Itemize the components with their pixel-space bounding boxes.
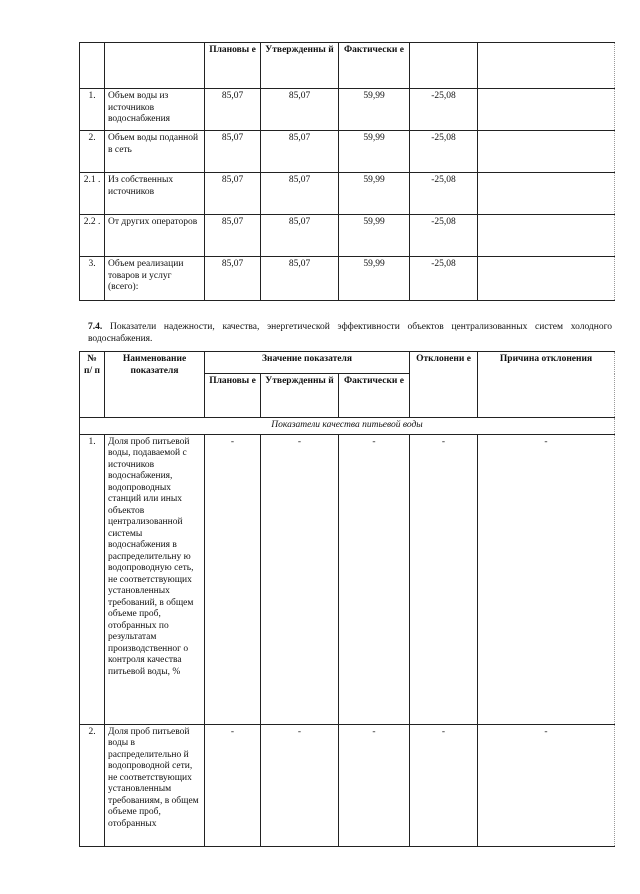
row-reason [478, 131, 615, 173]
header-plan: Плановы е [205, 374, 261, 418]
row-dev: -25,08 [410, 173, 478, 215]
row-name: От других операторов [105, 215, 205, 257]
row-reason [478, 215, 615, 257]
header-num: № п/ п [80, 352, 105, 418]
row-approved: 85,07 [261, 173, 339, 215]
row-name: Объем реализации товаров и услуг (всего): [105, 257, 205, 301]
quality-indicators-table [79, 351, 615, 847]
row-num: 3. [80, 257, 105, 301]
row-num: 2. [80, 131, 105, 173]
row-actual: 59,99 [339, 215, 410, 257]
table-header-row [80, 43, 615, 89]
row-name: Из собственных источников [105, 173, 205, 215]
row-plan: 85,07 [205, 173, 261, 215]
header-name: Наименование показателя [105, 352, 205, 418]
row-approved: 85,07 [261, 131, 339, 173]
row-dev: -25,08 [410, 89, 478, 131]
table-row [80, 215, 615, 257]
row-approved: 85,07 [261, 215, 339, 257]
row-actual: - [339, 724, 410, 846]
table-row [80, 173, 615, 215]
row-num: 2. [80, 724, 105, 846]
row-plan: 85,07 [205, 89, 261, 131]
header-reason: Причина отклонения [478, 352, 615, 418]
section-number: 7.4. [88, 322, 103, 332]
header-approved: Утвержденны й [261, 374, 339, 418]
row-dev: -25,08 [410, 131, 478, 173]
row-approved: 85,07 [261, 257, 339, 301]
header-actual: Фактически е [339, 374, 410, 418]
row-reason [478, 89, 615, 131]
row-plan: - [205, 434, 261, 724]
row-name: Объем воды из источников водоснабжения [105, 89, 205, 131]
row-actual: 59,99 [339, 173, 410, 215]
row-num: 2.2 . [80, 215, 105, 257]
row-num: 2.1 . [80, 173, 105, 215]
row-dev: - [410, 434, 478, 724]
header-empty-reason [478, 43, 615, 89]
row-reason: - [478, 434, 615, 724]
table-row [80, 131, 615, 173]
table-row [80, 434, 615, 724]
header-empty-name [105, 43, 205, 89]
row-actual: - [339, 434, 410, 724]
group-title: Показатели качества питьевой воды [80, 418, 615, 435]
row-actual: 59,99 [339, 257, 410, 301]
row-plan: 85,07 [205, 131, 261, 173]
row-approved: 85,07 [261, 89, 339, 131]
header-plan: Плановы е [205, 43, 261, 89]
row-plan: 85,07 [205, 215, 261, 257]
header-approved: Утвержденны й [261, 43, 339, 89]
row-name: Доля проб питьевой воды, подаваемой с источников водоснабжения, водопроводных станций или иных объектов централизованной системы водоснабжения в распределительну ю водопроводную сеть, не соответствующих установленных требований, в общем объеме проб, отобранных по результатам производственног о контроля качества питьевой воды, % [105, 434, 205, 724]
row-approved: - [261, 434, 339, 724]
volume-table [79, 42, 615, 301]
header-value: Значение показателя [205, 352, 410, 374]
group-row [80, 418, 615, 435]
row-approved: - [261, 724, 339, 846]
row-num: 1. [80, 89, 105, 131]
row-reason: - [478, 724, 615, 846]
row-name: Доля проб питьевой воды в распределительно й водопроводной сети, не соответствующих установленным требованиям, в общем объеме проб, отобранных [105, 724, 205, 846]
table-header-row [80, 352, 615, 374]
header-actual: Фактически е [339, 43, 410, 89]
header-deviation: Отклонени е [410, 352, 478, 418]
row-dev: -25,08 [410, 215, 478, 257]
row-actual: 59,99 [339, 131, 410, 173]
row-reason [478, 173, 615, 215]
row-dev: -25,08 [410, 257, 478, 301]
table-row [80, 257, 615, 301]
row-reason [478, 257, 615, 301]
header-empty-dev [410, 43, 478, 89]
row-num: 1. [80, 434, 105, 724]
row-plan: 85,07 [205, 257, 261, 301]
header-empty-num [80, 43, 105, 89]
section-paragraph [88, 321, 612, 345]
row-dev: - [410, 724, 478, 846]
section-text: Показатели надежности, качества, энергетической эффективности объектов централизованных систем холодного водоснабжения. [88, 322, 612, 344]
row-name: Объем воды поданной в сеть [105, 131, 205, 173]
table-row [80, 724, 615, 846]
row-actual: 59,99 [339, 89, 410, 131]
table-row [80, 89, 615, 131]
row-plan: - [205, 724, 261, 846]
